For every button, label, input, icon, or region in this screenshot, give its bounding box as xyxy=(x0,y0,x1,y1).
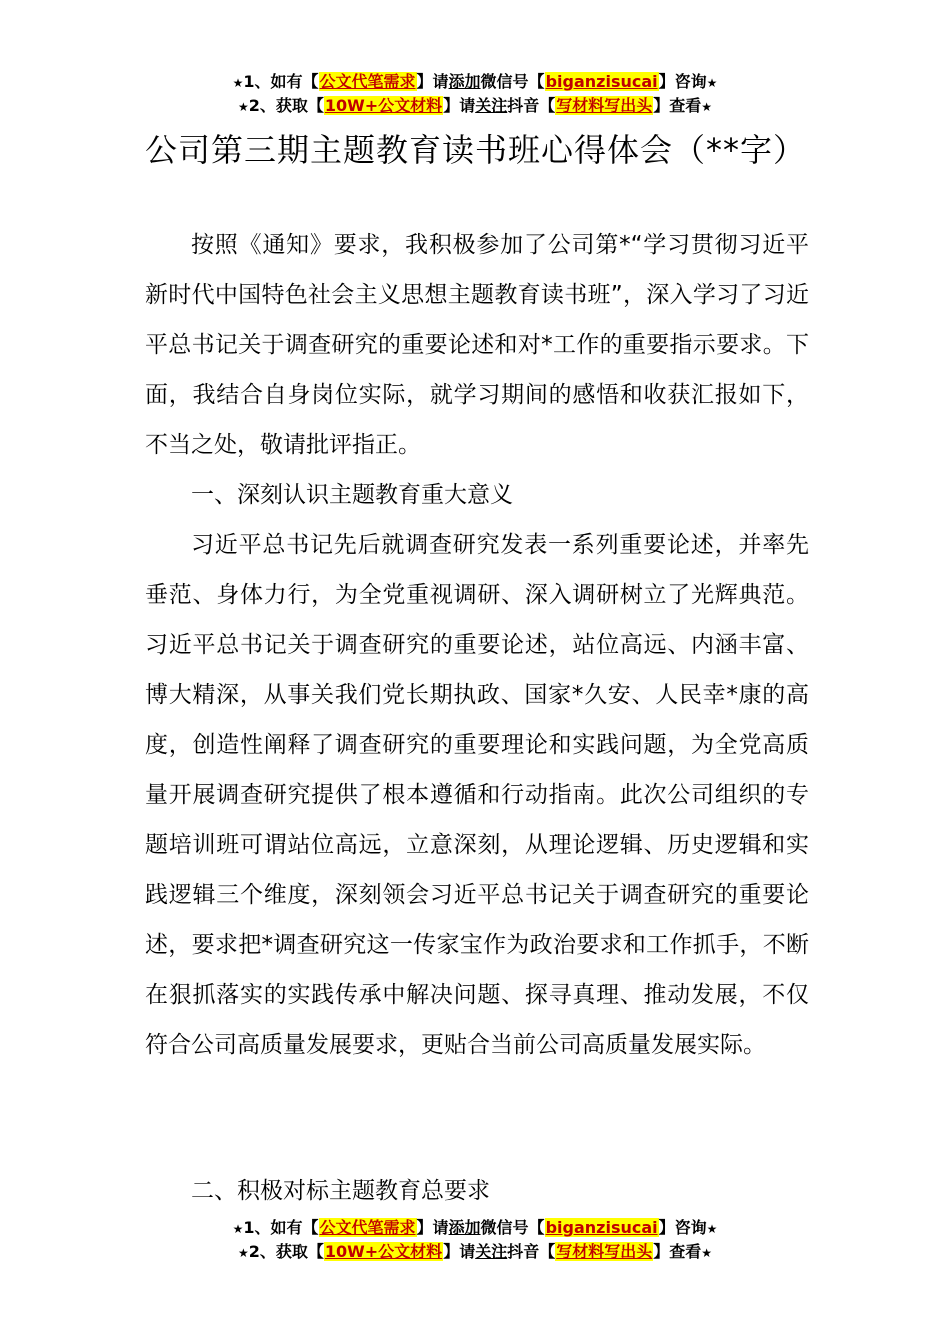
star-icon: ★ xyxy=(706,1222,718,1236)
star-icon: ★ xyxy=(237,1246,249,1260)
promo-line-2 xyxy=(0,94,950,118)
promo-highlight-materials: 10W+公文材料 xyxy=(324,96,443,115)
promo-text: 】请 xyxy=(416,1218,449,1237)
paragraph-section-1: 习近平总书记先后就调查研究发表一系列重要论述，并率先垂范、身体力行，为全党重视调研、深入调研树立了光辉典范。习近平总书记关于调查研究的重要论述，站位高远、内涵丰富、博大精深，从事关我们党长期执政、国家*久安、人民幸*康的高度，创造性阐释了调查研究的重要理论和实践问题，为全党高质量开展调查研究提供了根本遵循和行动指南。此次公司组织的专题培训班可谓站位高远，立意深刻，从理论逻辑、历史逻辑和实践逻辑三个维度，深刻领会习近平总书记关于调查研究的重要论述，要求把*调查研究这一传家宝作为政治要求和工作抓手，不断在狠抓落实的实践传承中解决问题、探寻真理、推动发展，不仅符合公司高质量发展要求，更贴合当前公司高质量发展实际。 xyxy=(145,532,809,1058)
promo-highlight-douyin: 写材料写出头 xyxy=(556,96,653,115)
promo-text: 1、如有【 xyxy=(243,72,319,91)
promo-highlight-douyin: 写材料写出头 xyxy=(556,1242,653,1261)
promo-underlined-text: 关注 xyxy=(475,96,508,115)
star-icon: ★ xyxy=(701,100,713,114)
promo-text: 1、如有【 xyxy=(243,1218,319,1237)
promo-highlight-wechat-id: biganzisucai xyxy=(545,72,658,91)
promo-text: 】查看 xyxy=(653,1242,702,1261)
star-icon: ★ xyxy=(701,1246,713,1260)
promo-text: 】请 xyxy=(443,1242,476,1261)
promo-highlight-wechat-id: biganzisucai xyxy=(545,1218,658,1237)
document-title: 公司第三期主题教育读书班心得体会（**字） xyxy=(145,131,807,169)
promo-banner-top xyxy=(0,70,950,118)
star-icon: ★ xyxy=(237,100,249,114)
promo-text: 】请 xyxy=(443,96,476,115)
paragraph-intro: 按照《通知》要求，我积极参加了公司第*“学习贯彻习近平新时代中国特色社会主义思想主题教育读书班”，深入学习了习近平总书记关于调查研究的重要论述和对*工作的重要指示要求。下面，我结合自身岗位实际，就学习期间的感悟和收获汇报如下，不当之处，敬请批评指正。 xyxy=(145,232,809,458)
promo-underlined-text: 关注 xyxy=(475,1242,508,1261)
section-heading-2: 二、积极对标主题教育总要求 xyxy=(191,1178,490,1204)
promo-text: 】咨询 xyxy=(658,1218,707,1237)
promo-underlined-text: 添加 xyxy=(448,1218,481,1237)
promo-highlight-service: 公文代笔需求 xyxy=(319,1218,416,1237)
promo-line-1 xyxy=(0,70,950,94)
promo-text: 2、获取【 xyxy=(248,1242,324,1261)
promo-underlined-text: 添加 xyxy=(448,72,481,91)
promo-line-2 xyxy=(0,1240,950,1264)
promo-text: 抖音【 xyxy=(507,96,556,115)
star-icon: ★ xyxy=(706,76,718,90)
promo-text: 】咨询 xyxy=(658,72,707,91)
promo-text: 抖音【 xyxy=(507,1242,556,1261)
promo-text: 微信号【 xyxy=(480,72,545,91)
promo-line-1 xyxy=(0,1216,950,1240)
promo-banner-bottom xyxy=(0,1216,950,1264)
promo-text: 】请 xyxy=(416,72,449,91)
promo-highlight-service: 公文代笔需求 xyxy=(319,72,416,91)
star-icon: ★ xyxy=(232,1222,244,1236)
promo-highlight-materials: 10W+公文材料 xyxy=(324,1242,443,1261)
promo-text: 2、获取【 xyxy=(248,96,324,115)
promo-text: 】查看 xyxy=(653,96,702,115)
section-heading-1: 一、深刻认识主题教育重大意义 xyxy=(191,482,513,508)
promo-text: 微信号【 xyxy=(480,1218,545,1237)
star-icon: ★ xyxy=(232,76,244,90)
